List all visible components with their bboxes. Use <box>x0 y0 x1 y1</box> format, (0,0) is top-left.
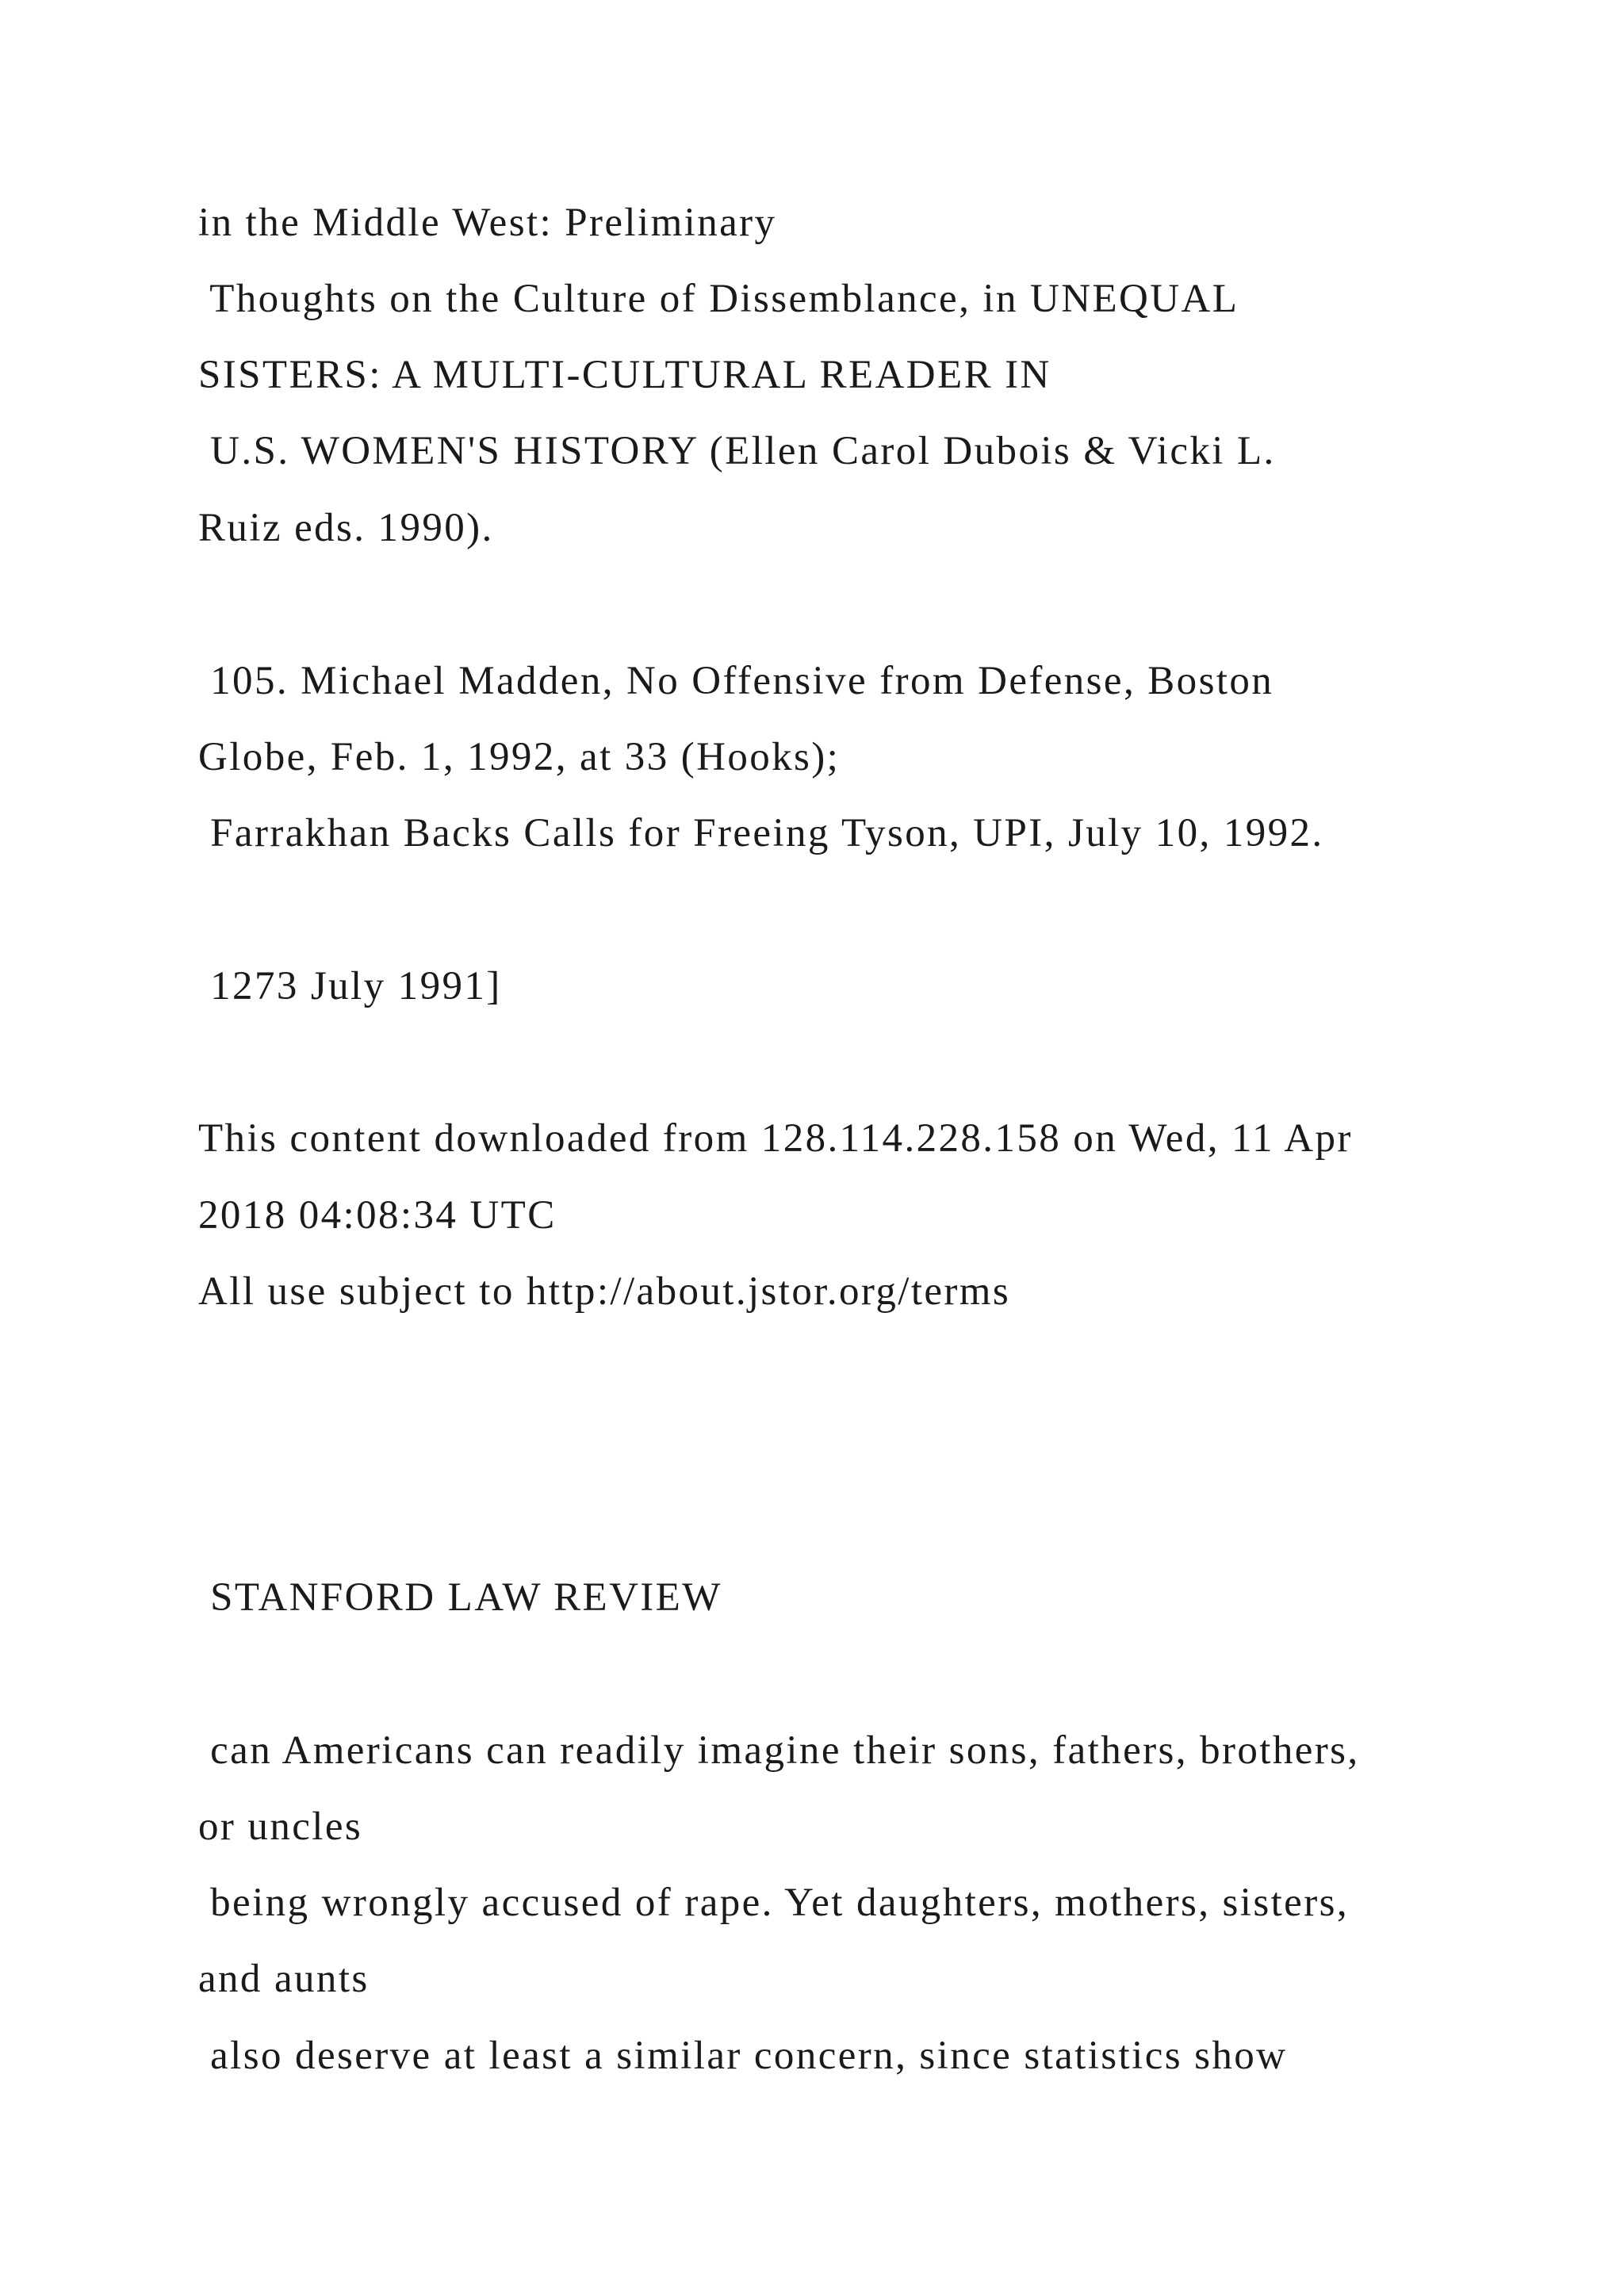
jstor-download-notice: 2018 04:08:34 UTC <box>198 1193 557 1238</box>
text-line: in the Middle West: Preliminary <box>198 201 777 245</box>
text-line: being wrongly accused of rape. Yet daughters, mothers, sisters, <box>198 1881 1349 1925</box>
text-line: or uncles <box>198 1804 363 1849</box>
text-line: and aunts <box>198 1957 370 2001</box>
text-line: Ruiz eds. 1990). <box>198 506 494 550</box>
text-line: Globe, Feb. 1, 1992, at 33 (Hooks); <box>198 735 841 779</box>
jstor-terms-notice: All use subject to http://about.jstor.org/terms <box>198 1269 1011 1314</box>
text-line: U.S. WOMEN'S HISTORY (Ellen Carol Dubois & Vicki L. <box>198 429 1276 473</box>
text-line: also deserve at least a similar concern, since statistics show <box>198 2034 1288 2078</box>
text-line: SISTERS: A MULTI-CULTURAL READER IN <box>198 353 1051 397</box>
text-line: can Americans can readily imagine their sons, fathers, brothers, <box>198 1728 1360 1773</box>
text-line: Farrakhan Backs Calls for Freeing Tyson, UPI, July 10, 1992. <box>198 811 1324 855</box>
text-line: Thoughts on the Culture of Dissemblance, in UNEQUAL <box>198 277 1239 321</box>
jstor-download-notice: This content downloaded from 128.114.228.158 on Wed, 11 Apr <box>198 1116 1353 1161</box>
text-line: 105. Michael Madden, No Offensive from Defense, Boston <box>198 659 1274 703</box>
journal-header: STANFORD LAW REVIEW <box>198 1575 722 1620</box>
page-marker: 1273 July 1991] <box>198 964 502 1008</box>
